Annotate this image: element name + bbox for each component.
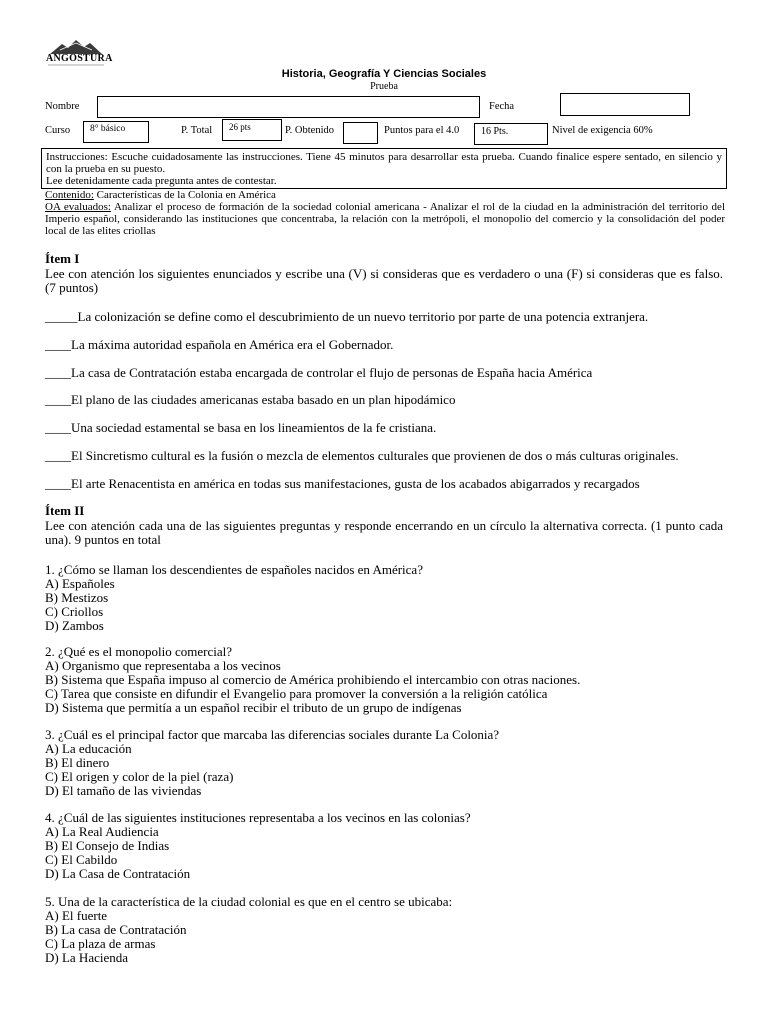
option: A) La educación [45, 741, 132, 756]
option: B) El dinero [45, 755, 110, 770]
item2-instructions: Lee con atención cada una de las siguientes preguntas y responde encerrando en un círculo la alternativa correcta. (1 punto cada una). 9 puntos en total [45, 518, 723, 547]
curso-label: Curso [45, 125, 71, 136]
question-1 [45, 563, 423, 633]
puntos4-label: Puntos para el 4.0 [384, 125, 460, 136]
option: A) Organismo que representaba a los vecinos [45, 658, 281, 673]
true-false-statement: ____El plano de las ciudades americanas estaba basado en un plan hipodámico [45, 392, 456, 407]
nombre-label: Nombre [45, 101, 80, 112]
instructions-text: Instrucciones: Escuche cuidadosamente las instrucciones. Tiene 45 minutos para desarrollar esta prueba. Cuando finalice espere sentado, en silencio y con la prueba en su puesto. [46, 151, 722, 175]
option: D) La Casa de Contratación [45, 866, 191, 881]
puntos4-field[interactable] [474, 123, 548, 145]
question-text: 3. ¿Cuál es el principal factor que marcaba las diferencias sociales durante La Colonia? [45, 727, 500, 742]
item2-heading: Ítem II [45, 503, 85, 518]
fecha-label: Fecha [489, 101, 515, 112]
pobtenido-label: P. Obtenido [285, 125, 335, 136]
question-text: 1. ¿Cómo se llaman los descendientes de españoles nacidos en América? [45, 562, 423, 577]
true-false-statement: ____Una sociedad estamental se basa en los lineamientos de la fe cristiana. [45, 420, 437, 435]
question-text: 2. ¿Qué es el monopolio comercial? [45, 644, 232, 659]
true-false-statement: ____El arte Renacentista en américa en todas sus manifestaciones, gusta de los acabados abigarrados y recargados [45, 476, 640, 491]
true-false-statement: ____El Sincretismo cultural es la fusión o mezcla de elementos culturales que provienen de dos o más culturas originales. [45, 448, 679, 463]
oa-text: Analizar el proceso de formación de la sociedad colonial americana - Analizar el rol de la ciudad en la administración del territorio del Imperio español, considerando las instituciones que concentraba, la relación con la metrópoli, el monopolio del comercio y la consolidación del poder local de las elites criollas [45, 201, 725, 237]
page-title: Historia, Geografía Y Ciencias Sociales [281, 68, 487, 80]
ptotal-value: 26 pts [229, 122, 251, 132]
ptotal-label: P. Total [181, 125, 213, 136]
page-subtitle: Prueba [370, 81, 398, 92]
question-2 [45, 645, 580, 715]
option: C) Tarea que consiste en difundir el Evangelio para promover la conversión a la religión católica [45, 686, 548, 701]
nombre-field[interactable] [97, 96, 480, 118]
curso-value: 8° básico [90, 124, 126, 134]
option: B) Mestizos [45, 590, 109, 605]
option: B) La casa de Contratación [45, 922, 187, 937]
true-false-statement: ____La máxima autoridad española en América era el Gobernador. [45, 337, 394, 352]
option: C) La plaza de armas [45, 936, 156, 951]
fecha-field[interactable] [560, 93, 690, 116]
item1-heading: Ítem I [45, 251, 80, 266]
option: A) El fuerte [45, 908, 108, 923]
logo-text: ANGOSTURA [46, 53, 113, 64]
option: D) El tamaño de las viviendas [45, 783, 202, 798]
question-4 [45, 811, 471, 881]
option: D) Sistema que permitía a un español recibir el tributo de un grupo de indígenas [45, 700, 462, 715]
pobtenido-field[interactable] [343, 122, 378, 144]
ptotal-field[interactable] [222, 119, 282, 141]
contenido-label: Contenido: [45, 189, 94, 201]
item1-instructions: Lee con atención los siguientes enunciados y escribe una (V) si consideras que es verdadero o una (F) si consideras que es falso. (7 puntos) [45, 266, 723, 295]
instructions-text-2: Lee detenidamente cada pregunta antes de contestar. [46, 175, 277, 187]
question-5 [45, 895, 452, 965]
true-false-statement: ____La casa de Contratación estaba encargada de controlar el flujo de personas de España hacia América [45, 365, 593, 380]
question-text: 4. ¿Cuál de las siguientes instituciones representaba a los vecinos en las colonias? [45, 810, 471, 825]
option: D) Zambos [45, 618, 104, 633]
option: D) La Hacienda [45, 950, 129, 965]
option: B) Sistema que España impuso al comercio de América prohibiendo el intercambio con otras naciones. [45, 672, 581, 687]
contenido-text: Características de la Colonia en América [93, 189, 276, 201]
option: A) Españoles [45, 576, 115, 591]
question-text: 5. Una de la característica de la ciudad colonial es que en el centro se ubicaba: [45, 894, 453, 909]
puntos4-value: 16 Pts. [481, 126, 509, 137]
option: C) Criollos [45, 604, 104, 619]
true-false-statement: _____La colonización se define como el descubrimiento de un nuevo territorio por parte de una potencia extranjera. [45, 309, 649, 324]
option: B) El Consejo de Indias [45, 838, 170, 853]
nivel-label: Nivel de exigencia 60% [552, 125, 653, 136]
option: C) El Cabildo [45, 852, 118, 867]
option: C) El origen y color de la piel (raza) [45, 769, 234, 784]
question-3 [45, 728, 499, 798]
instructions-box [41, 148, 727, 189]
content-section [45, 189, 725, 237]
curso-field[interactable] [83, 121, 149, 143]
option: A) La Real Audiencia [45, 824, 159, 839]
oa-label: OA evaluados: [45, 201, 111, 213]
